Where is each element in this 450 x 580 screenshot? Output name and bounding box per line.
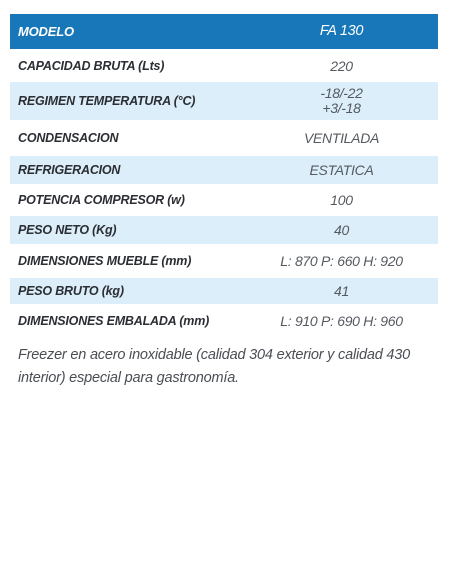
spec-label: PESO NETO (Kg) bbox=[18, 223, 117, 237]
product-description: Freezer en acero inoxidable (calidad 304 exterior y calidad 430 interior) especial para gastronomía. bbox=[18, 347, 411, 386]
spec-row bbox=[10, 246, 438, 278]
spec-value: ESTATICA bbox=[309, 161, 374, 178]
spec-label: PESO BRUTO (kg) bbox=[18, 284, 124, 298]
spec-value: 40 bbox=[334, 221, 349, 238]
spec-label: DIMENSIONES EMBALADA (mm) bbox=[18, 314, 210, 328]
spec-value-line: -18/-22 bbox=[320, 85, 363, 101]
spec-row bbox=[10, 156, 438, 186]
spec-value: 100 bbox=[330, 191, 353, 208]
spec-row bbox=[10, 278, 438, 306]
spec-value: FA 130 bbox=[319, 23, 364, 39]
spec-label: CAPACIDAD BRUTA (Lts) bbox=[18, 59, 165, 73]
spec-row bbox=[10, 52, 438, 82]
spec-label: REFRIGERACION bbox=[18, 163, 121, 177]
spec-label: POTENCIA COMPRESOR (w) bbox=[18, 193, 185, 207]
spec-table bbox=[10, 14, 438, 338]
spec-label: MODELO bbox=[18, 24, 74, 39]
spec-row bbox=[10, 216, 438, 246]
spec-value-line: +3/-18 bbox=[322, 100, 361, 116]
spec-value: 41 bbox=[334, 282, 349, 299]
spec-row bbox=[10, 82, 438, 122]
spec-row bbox=[10, 306, 438, 338]
spec-value: L: 910 P: 690 H: 960 bbox=[280, 312, 403, 329]
spec-row bbox=[10, 186, 438, 216]
spec-value: VENTILADA bbox=[303, 129, 380, 146]
spec-row bbox=[10, 122, 438, 156]
spec-label: CONDENSACION bbox=[18, 131, 119, 145]
spec-header-row bbox=[10, 14, 438, 52]
spec-value: 220 bbox=[330, 57, 353, 74]
spec-label: DIMENSIONES MUEBLE (mm) bbox=[18, 254, 192, 268]
spec-label: REGIMEN TEMPERATURA (°C) bbox=[18, 94, 196, 108]
spec-value bbox=[245, 86, 438, 116]
spec-value: L: 870 P: 660 H: 920 bbox=[280, 252, 403, 269]
